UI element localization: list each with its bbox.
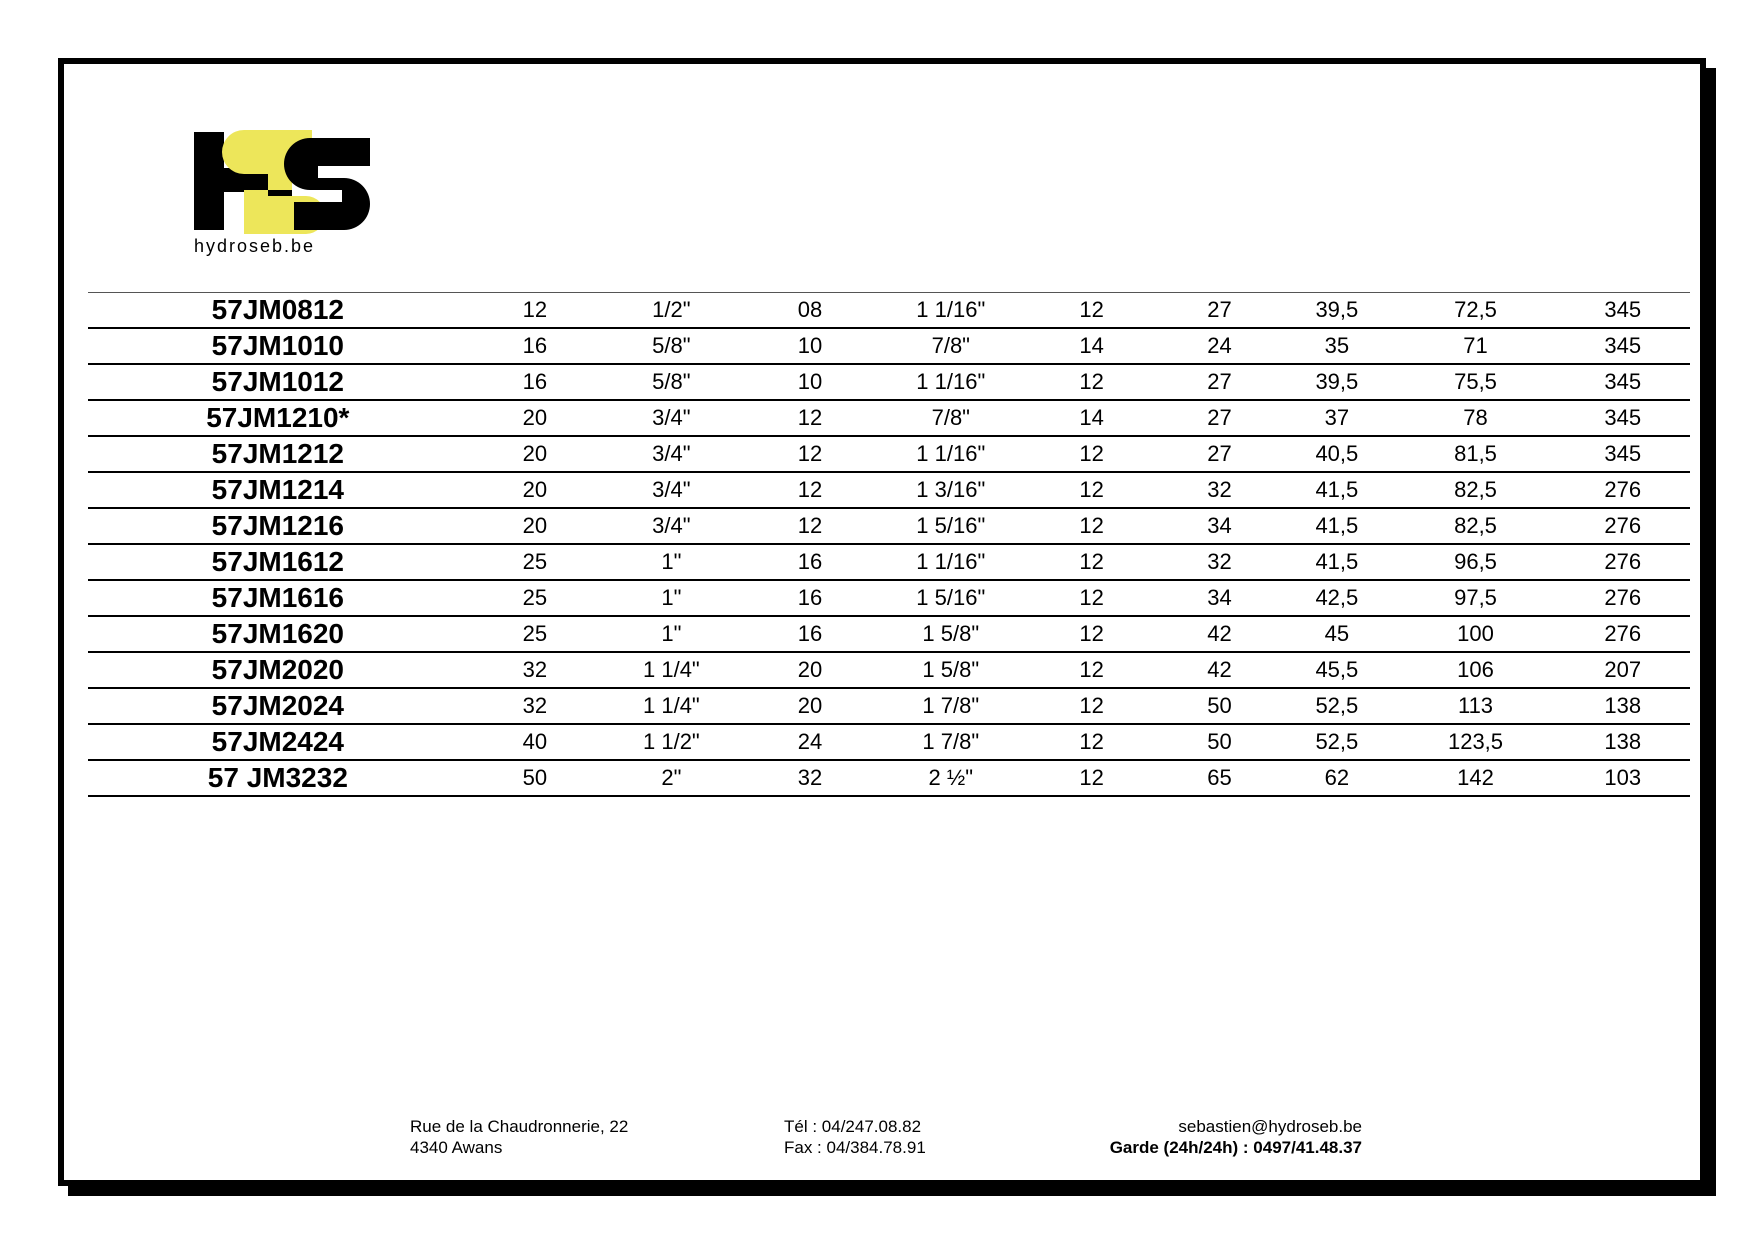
table-cell: 42,5 bbox=[1278, 580, 1395, 616]
table-row bbox=[88, 328, 1690, 364]
table-row bbox=[88, 616, 1690, 652]
table-cell: 12 bbox=[468, 293, 602, 329]
table-cell: 12 bbox=[1022, 580, 1161, 616]
table-cell: 106 bbox=[1396, 652, 1556, 688]
table-cell: 276 bbox=[1556, 616, 1691, 652]
footer-address bbox=[410, 1116, 628, 1158]
table-row bbox=[88, 293, 1690, 329]
table-cell: 37 bbox=[1278, 400, 1395, 436]
table-cell: 12 bbox=[1022, 760, 1161, 796]
table-cell: 42 bbox=[1161, 652, 1278, 688]
table-cell: 45 bbox=[1278, 616, 1395, 652]
table-cell: 96,5 bbox=[1396, 544, 1556, 580]
table-cell: 123,5 bbox=[1396, 724, 1556, 760]
document-sheet bbox=[58, 58, 1706, 1186]
table-cell: 3/4" bbox=[602, 436, 741, 472]
table-cell: 20 bbox=[468, 400, 602, 436]
telephone: Tél : 04/247.08.82 bbox=[784, 1117, 922, 1136]
table-cell: 1 1/16" bbox=[879, 436, 1022, 472]
part-code-cell: 57JM1612 bbox=[88, 544, 468, 580]
table-cell: 138 bbox=[1556, 724, 1691, 760]
part-code-cell: 57JM1010 bbox=[88, 328, 468, 364]
table-cell: 34 bbox=[1161, 580, 1278, 616]
table-cell: 71 bbox=[1396, 328, 1556, 364]
table-cell: 14 bbox=[1022, 328, 1161, 364]
part-code-cell: 57JM1210* bbox=[88, 400, 468, 436]
part-code-cell: 57JM2024 bbox=[88, 688, 468, 724]
table-cell: 08 bbox=[741, 293, 880, 329]
table-row bbox=[88, 760, 1690, 796]
part-code-cell: 57JM1620 bbox=[88, 616, 468, 652]
table-cell: 39,5 bbox=[1278, 293, 1395, 329]
table-cell: 7/8" bbox=[879, 400, 1022, 436]
table-cell: 24 bbox=[1161, 328, 1278, 364]
table-cell: 25 bbox=[468, 616, 602, 652]
table-cell: 16 bbox=[468, 364, 602, 400]
table-cell: 27 bbox=[1161, 436, 1278, 472]
table-cell: 25 bbox=[468, 580, 602, 616]
table-cell: 35 bbox=[1278, 328, 1395, 364]
table-cell: 40,5 bbox=[1278, 436, 1395, 472]
table-cell: 20 bbox=[468, 436, 602, 472]
table-cell: 12 bbox=[741, 436, 880, 472]
table-cell: 1" bbox=[602, 616, 741, 652]
table-cell: 39,5 bbox=[1278, 364, 1395, 400]
table-cell: 5/8" bbox=[602, 364, 741, 400]
table-cell: 3/4" bbox=[602, 472, 741, 508]
table-cell: 1 5/8" bbox=[879, 652, 1022, 688]
table-row bbox=[88, 652, 1690, 688]
table-cell: 25 bbox=[468, 544, 602, 580]
table-cell: 138 bbox=[1556, 688, 1691, 724]
part-code-cell: 57JM1212 bbox=[88, 436, 468, 472]
table-cell: 52,5 bbox=[1278, 688, 1395, 724]
table-cell: 12 bbox=[741, 472, 880, 508]
table-row bbox=[88, 472, 1690, 508]
table-row bbox=[88, 544, 1690, 580]
table-cell: 345 bbox=[1556, 364, 1691, 400]
hydroseb-logo bbox=[194, 130, 374, 260]
emergency-line: Garde (24h/24h) : 0497/41.48.37 bbox=[1109, 1138, 1362, 1157]
table-cell: 7/8" bbox=[879, 328, 1022, 364]
table-cell: 32 bbox=[468, 652, 602, 688]
table-cell: 1 1/4" bbox=[602, 652, 741, 688]
table-row bbox=[88, 364, 1690, 400]
table-cell: 12 bbox=[1022, 436, 1161, 472]
table-cell: 27 bbox=[1161, 400, 1278, 436]
table-cell: 1" bbox=[602, 544, 741, 580]
table-cell: 50 bbox=[1161, 688, 1278, 724]
table-row bbox=[88, 724, 1690, 760]
table-cell: 27 bbox=[1161, 364, 1278, 400]
table-cell: 1 1/16" bbox=[879, 293, 1022, 329]
table-cell: 75,5 bbox=[1396, 364, 1556, 400]
table-cell: 50 bbox=[468, 760, 602, 796]
table-cell: 1 5/16" bbox=[879, 508, 1022, 544]
table-cell: 27 bbox=[1161, 293, 1278, 329]
footer-contact bbox=[1024, 1116, 1362, 1158]
table-cell: 1 5/8" bbox=[879, 616, 1022, 652]
table-cell: 12 bbox=[1022, 724, 1161, 760]
table-cell: 16 bbox=[741, 616, 880, 652]
table-cell: 20 bbox=[468, 472, 602, 508]
table-cell: 12 bbox=[741, 508, 880, 544]
table-row bbox=[88, 688, 1690, 724]
table-cell: 276 bbox=[1556, 472, 1691, 508]
address-city: 4340 Awans bbox=[410, 1138, 503, 1157]
table-cell: 12 bbox=[1022, 688, 1161, 724]
table-cell: 82,5 bbox=[1396, 472, 1556, 508]
table-cell: 12 bbox=[1022, 293, 1161, 329]
table-cell: 24 bbox=[741, 724, 880, 760]
footer-phone bbox=[784, 1116, 926, 1158]
table-cell: 50 bbox=[1161, 724, 1278, 760]
table-cell: 142 bbox=[1396, 760, 1556, 796]
table-cell: 14 bbox=[1022, 400, 1161, 436]
table-cell: 345 bbox=[1556, 436, 1691, 472]
table-cell: 1 1/16" bbox=[879, 544, 1022, 580]
table-cell: 1 1/16" bbox=[879, 364, 1022, 400]
table-cell: 81,5 bbox=[1396, 436, 1556, 472]
table-cell: 1/2" bbox=[602, 293, 741, 329]
table-cell: 16 bbox=[468, 328, 602, 364]
part-code-cell: 57JM2424 bbox=[88, 724, 468, 760]
table-cell: 2" bbox=[602, 760, 741, 796]
table-cell: 103 bbox=[1556, 760, 1691, 796]
table-cell: 345 bbox=[1556, 328, 1691, 364]
table-cell: 12 bbox=[1022, 544, 1161, 580]
table-row bbox=[88, 436, 1690, 472]
table-cell: 52,5 bbox=[1278, 724, 1395, 760]
table-cell: 65 bbox=[1161, 760, 1278, 796]
table-cell: 45,5 bbox=[1278, 652, 1395, 688]
table-cell: 3/4" bbox=[602, 508, 741, 544]
table-cell: 2 ½" bbox=[879, 760, 1022, 796]
table-cell: 42 bbox=[1161, 616, 1278, 652]
table-cell: 62 bbox=[1278, 760, 1395, 796]
address-street: Rue de la Chaudronnerie, 22 bbox=[410, 1117, 629, 1136]
part-code-cell: 57JM1214 bbox=[88, 472, 468, 508]
table-cell: 345 bbox=[1556, 400, 1691, 436]
table-cell: 345 bbox=[1556, 293, 1691, 329]
logo-domain-text: hydroseb.be bbox=[194, 236, 316, 256]
table-cell: 12 bbox=[741, 400, 880, 436]
table-cell: 12 bbox=[1022, 508, 1161, 544]
part-code-cell: 57JM2020 bbox=[88, 652, 468, 688]
table-cell: 32 bbox=[1161, 472, 1278, 508]
table-cell: 12 bbox=[1022, 364, 1161, 400]
table-cell: 1 7/8" bbox=[879, 724, 1022, 760]
part-code-cell: 57JM0812 bbox=[88, 293, 468, 329]
table-cell: 32 bbox=[1161, 544, 1278, 580]
table-cell: 10 bbox=[741, 364, 880, 400]
table-cell: 72,5 bbox=[1396, 293, 1556, 329]
table-cell: 1 1/2" bbox=[602, 724, 741, 760]
part-code-cell: 57JM1216 bbox=[88, 508, 468, 544]
part-code-cell: 57JM1616 bbox=[88, 580, 468, 616]
hs-logo-icon bbox=[194, 130, 370, 234]
table-cell: 12 bbox=[1022, 472, 1161, 508]
table-cell: 16 bbox=[741, 580, 880, 616]
table-cell: 12 bbox=[1022, 652, 1161, 688]
table-cell: 97,5 bbox=[1396, 580, 1556, 616]
table-cell: 16 bbox=[741, 544, 880, 580]
table-cell: 100 bbox=[1396, 616, 1556, 652]
table-cell: 1 1/4" bbox=[602, 688, 741, 724]
email-link[interactable]: sebastien@hydroseb.be bbox=[1178, 1117, 1362, 1136]
table-cell: 41,5 bbox=[1278, 472, 1395, 508]
table-cell: 5/8" bbox=[602, 328, 741, 364]
table-cell: 207 bbox=[1556, 652, 1691, 688]
table-cell: 32 bbox=[468, 688, 602, 724]
table-cell: 12 bbox=[1022, 616, 1161, 652]
table-cell: 10 bbox=[741, 328, 880, 364]
table-cell: 78 bbox=[1396, 400, 1556, 436]
table-cell: 1 5/16" bbox=[879, 580, 1022, 616]
table-cell: 276 bbox=[1556, 508, 1691, 544]
table-row bbox=[88, 400, 1690, 436]
table-row bbox=[88, 508, 1690, 544]
fitting-spec-table bbox=[88, 292, 1690, 797]
table-cell: 34 bbox=[1161, 508, 1278, 544]
table-cell: 41,5 bbox=[1278, 508, 1395, 544]
table-cell: 20 bbox=[741, 688, 880, 724]
table-cell: 1" bbox=[602, 580, 741, 616]
part-code-cell: 57JM1012 bbox=[88, 364, 468, 400]
table-cell: 113 bbox=[1396, 688, 1556, 724]
table-cell: 32 bbox=[741, 760, 880, 796]
table-cell: 20 bbox=[741, 652, 880, 688]
table-row bbox=[88, 580, 1690, 616]
table-cell: 1 7/8" bbox=[879, 688, 1022, 724]
table-cell: 20 bbox=[468, 508, 602, 544]
table-cell: 276 bbox=[1556, 544, 1691, 580]
table-cell: 40 bbox=[468, 724, 602, 760]
table-cell: 41,5 bbox=[1278, 544, 1395, 580]
table-cell: 82,5 bbox=[1396, 508, 1556, 544]
table-cell: 276 bbox=[1556, 580, 1691, 616]
part-code-cell: 57 JM3232 bbox=[88, 760, 468, 796]
table-cell: 1 3/16" bbox=[879, 472, 1022, 508]
table-cell: 3/4" bbox=[602, 400, 741, 436]
fax: Fax : 04/384.78.91 bbox=[784, 1138, 926, 1157]
